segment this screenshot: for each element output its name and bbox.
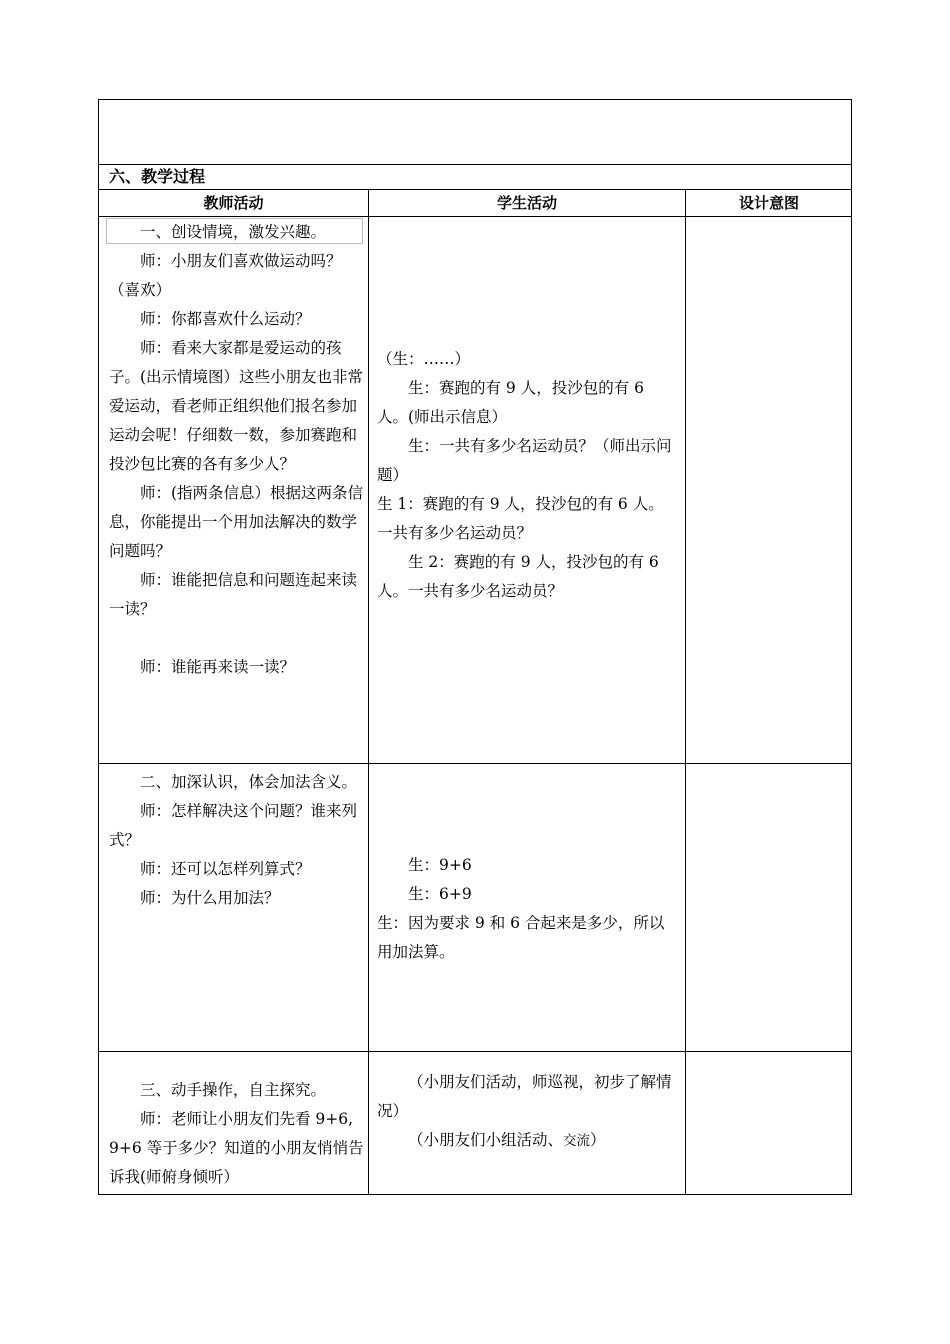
- cell-text: 师：小朋友们喜欢做运动吗？（喜欢）: [109, 252, 342, 299]
- table-rule: [99, 164, 851, 165]
- cell-text: 生：赛跑的有 9 人，投沙包的有 6 人。(师出示信息）: [377, 379, 645, 426]
- cell-text: ）: [590, 1131, 606, 1149]
- teacher-cell-2: [109, 768, 365, 913]
- cell-text: 生 2：赛跑的有 9 人，投沙包的有 6 人。一共有多少名运动员？: [377, 553, 659, 600]
- student-cell-1: [377, 345, 679, 606]
- cell-text: 师：谁能再来读一读？: [140, 658, 296, 676]
- column-header-student: 学生活动: [496, 194, 557, 212]
- cell-text: （小朋友们小组活动、: [408, 1131, 564, 1149]
- table-rule: [99, 763, 851, 764]
- cell-text: 师：看来大家都是爱运动的孩子。(出示情境图）这些小朋友也非常爱运动，看老师正组织他们报名参加运动会呢！仔细数一数，参加赛跑和投沙包比赛的各有多少人？: [109, 339, 364, 473]
- section-title: 六、教学过程: [109, 167, 206, 186]
- teacher-cell-1: [109, 218, 365, 682]
- table-rule: [99, 216, 851, 217]
- cell-text: 生：一共有多少名运动员？（师出示问题）: [377, 437, 672, 484]
- cell-text: 生 1：赛跑的有 9 人，投沙包的有 6 人。一共有多少名运动员？: [377, 495, 664, 542]
- cell-text: 师：(指两条信息）根据这两条信息，你能提出一个用加法解决的数学问题吗？: [109, 484, 364, 560]
- column-divider: [685, 189, 686, 1195]
- cell-text: 一、创设情境，激发兴趣。: [140, 223, 327, 241]
- table-rule: [99, 1051, 851, 1052]
- cell-text-small: 交流: [563, 1133, 591, 1149]
- column-header-intent: 设计意图: [738, 194, 799, 212]
- lesson-table: [98, 99, 852, 1195]
- student-cell-2: [377, 851, 679, 967]
- blank-line: [109, 624, 365, 653]
- cell-text: 师：还可以怎样列算式？: [140, 860, 311, 878]
- cell-text: （小朋友们活动，师巡视，初步了解情况）: [377, 1073, 672, 1120]
- cell-text: 师：为什么用加法？: [140, 889, 280, 907]
- cell-text: 生：9+6: [408, 856, 472, 874]
- cell-text: 师：你都喜欢什么运动？: [140, 310, 311, 328]
- cell-text: 二、加深认识，体会加法含义。: [140, 773, 358, 791]
- cell-text: 师：怎样解决这个问题？谁来列式？: [109, 802, 358, 849]
- cell-text: 师：谁能把信息和问题连起来读一读？: [109, 571, 358, 618]
- cell-text: （生：……）: [377, 350, 471, 368]
- cell-text: 师：老师让小朋友们先看 9+6, 9+6 等于多少？知道的小朋友悄悄告诉我(师俯身倾听）: [109, 1110, 364, 1186]
- student-cell-3: [377, 1068, 679, 1156]
- cell-text: 生：因为要求 9 和 6 合起来是多少，所以用加法算。: [377, 914, 665, 961]
- teacher-cell-3: [109, 1076, 367, 1192]
- cell-text: 三、动手操作，自主探究。: [140, 1081, 327, 1099]
- column-header-teacher: 教师活动: [203, 194, 264, 212]
- column-divider: [368, 189, 369, 1195]
- cell-text: 生：6+9: [408, 885, 472, 903]
